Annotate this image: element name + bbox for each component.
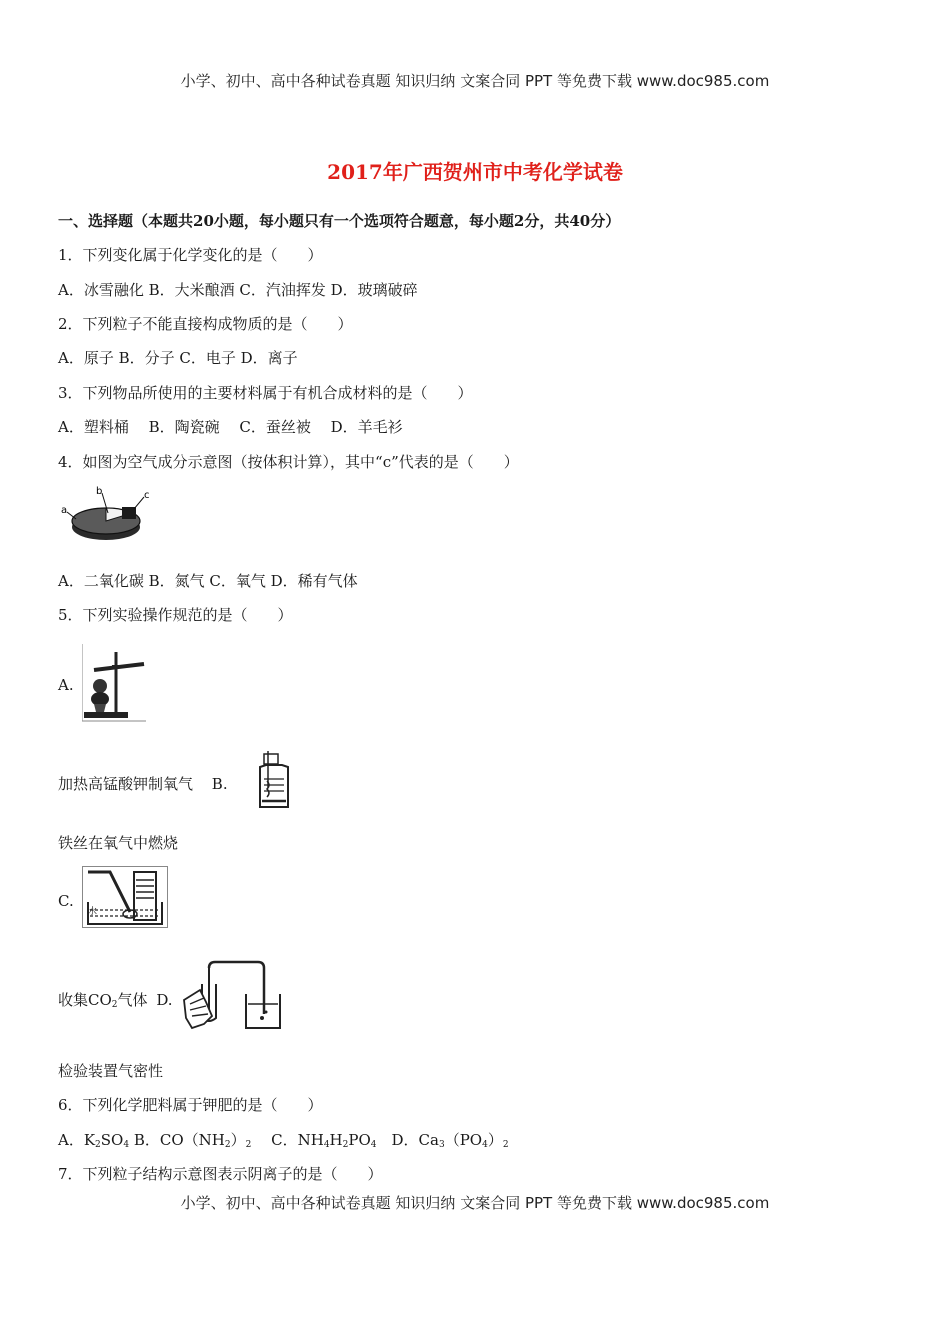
- q6-part: B．CO（NH: [129, 1131, 225, 1149]
- question-2-stem: 2．下列粒子不能直接构成物质的是（ ）: [58, 315, 353, 333]
- question-4-stem: 4．如图为空气成分示意图（按体积计算），其中“c”代表的是（ ）: [58, 453, 519, 471]
- page-title: 2017年广西贺州市中考化学试卷: [327, 160, 623, 184]
- question-3-stem: 3．下列物品所使用的主要材料属于有机合成材料的是（ ）: [58, 384, 473, 402]
- q6-part: A．K: [58, 1131, 96, 1149]
- q6-sub: 4: [370, 1140, 377, 1150]
- question-5-stem: 5．下列实验操作规范的是（ ）: [58, 606, 293, 624]
- question-1-stem: 1．下列变化属于化学变化的是（ ）: [58, 246, 323, 264]
- q6-sub: 2: [502, 1140, 509, 1150]
- q6-part: H: [329, 1131, 343, 1149]
- q6-sub: 3: [438, 1140, 445, 1150]
- page-header: 小学、初中、高中各种试卷真题 知识归纳 文案合同 PPT 等免费下载 www.doc985.com: [180, 72, 770, 90]
- question-5-option-a-caption: [58, 773, 228, 794]
- question-4-options: A．二氧化碳 B．氮气 C．氧气 D．稀有气体: [58, 572, 358, 590]
- q6-part: SO: [100, 1131, 124, 1149]
- option-a-caption-text: 加热高锰酸钾制氧气: [58, 775, 194, 793]
- q6-sub: 2: [224, 1140, 231, 1150]
- question-5-option-b-label: B.: [211, 775, 228, 793]
- q6-sub: 4: [123, 1140, 130, 1150]
- q6-part: （PO: [444, 1131, 483, 1149]
- question-5-option-a-label: A.: [58, 676, 74, 694]
- section-heading: 一、选择题（本题共20小题，每小题只有一个选项符合题意，每小题2分，共40分）: [58, 212, 621, 230]
- heating-apparatus-figure: [82, 644, 148, 722]
- question-5-option-d-label: D.: [156, 991, 173, 1009]
- iron-wire-combustion-figure: [254, 751, 294, 809]
- pie-label-c: c: [144, 490, 150, 501]
- question-6-stem: 6．下列化学肥料属于钾肥的是（ ）: [58, 1096, 323, 1114]
- q6-sub: 2: [342, 1140, 349, 1150]
- pie-label-b: b: [96, 486, 103, 497]
- q6-sub: 4: [323, 1140, 330, 1150]
- q6-sub: 4: [482, 1140, 488, 1150]
- page-footer: 小学、初中、高中各种试卷真题 知识归纳 文案合同 PPT 等免费下载 www.doc985.com: [180, 1194, 770, 1212]
- pie-label-a: a: [61, 505, 68, 516]
- question-2-options: A．原子 B．分子 C．电子 D．离子: [58, 349, 298, 367]
- option-c-caption-sub: 2: [111, 1000, 118, 1010]
- question-5-option-d-caption: 检验装置气密性: [58, 1062, 164, 1080]
- question-5-option-c-label: C.: [58, 892, 74, 910]
- question-6-options: [58, 1129, 509, 1150]
- question-7-stem: 7．下列粒子结构示意图表示阴离子的是（ ）: [58, 1165, 383, 1183]
- q6-part: ）: [230, 1131, 246, 1149]
- question-1-options: A．冰雪融化 B．大米酿酒 C．汽油挥发 D．玻璃破碎: [58, 281, 418, 299]
- q6-sub: 2: [245, 1140, 252, 1150]
- q6-part: C．NH: [251, 1131, 324, 1149]
- question-5-option-c-caption: [58, 989, 173, 1010]
- air-composition-pie-figure: [58, 483, 158, 545]
- q6-part: D．Ca: [376, 1131, 439, 1149]
- airtightness-check-figure: [182, 958, 286, 1030]
- q6-sub: 2: [95, 1140, 101, 1150]
- option-c-caption-post: 气体: [117, 991, 148, 1009]
- q6-part: ）: [487, 1131, 503, 1149]
- option-c-caption-pre: 收集CO: [58, 991, 112, 1009]
- water-label: 水: [88, 907, 98, 917]
- question-3-options: A．塑料桶 B．陶瓷碗 C．蚕丝被 D．羊毛衫: [58, 418, 403, 436]
- q6-part: PO: [348, 1131, 371, 1149]
- question-5-option-b-caption: 铁丝在氧气中燃烧: [58, 834, 179, 852]
- water-collection-figure: [82, 866, 168, 928]
